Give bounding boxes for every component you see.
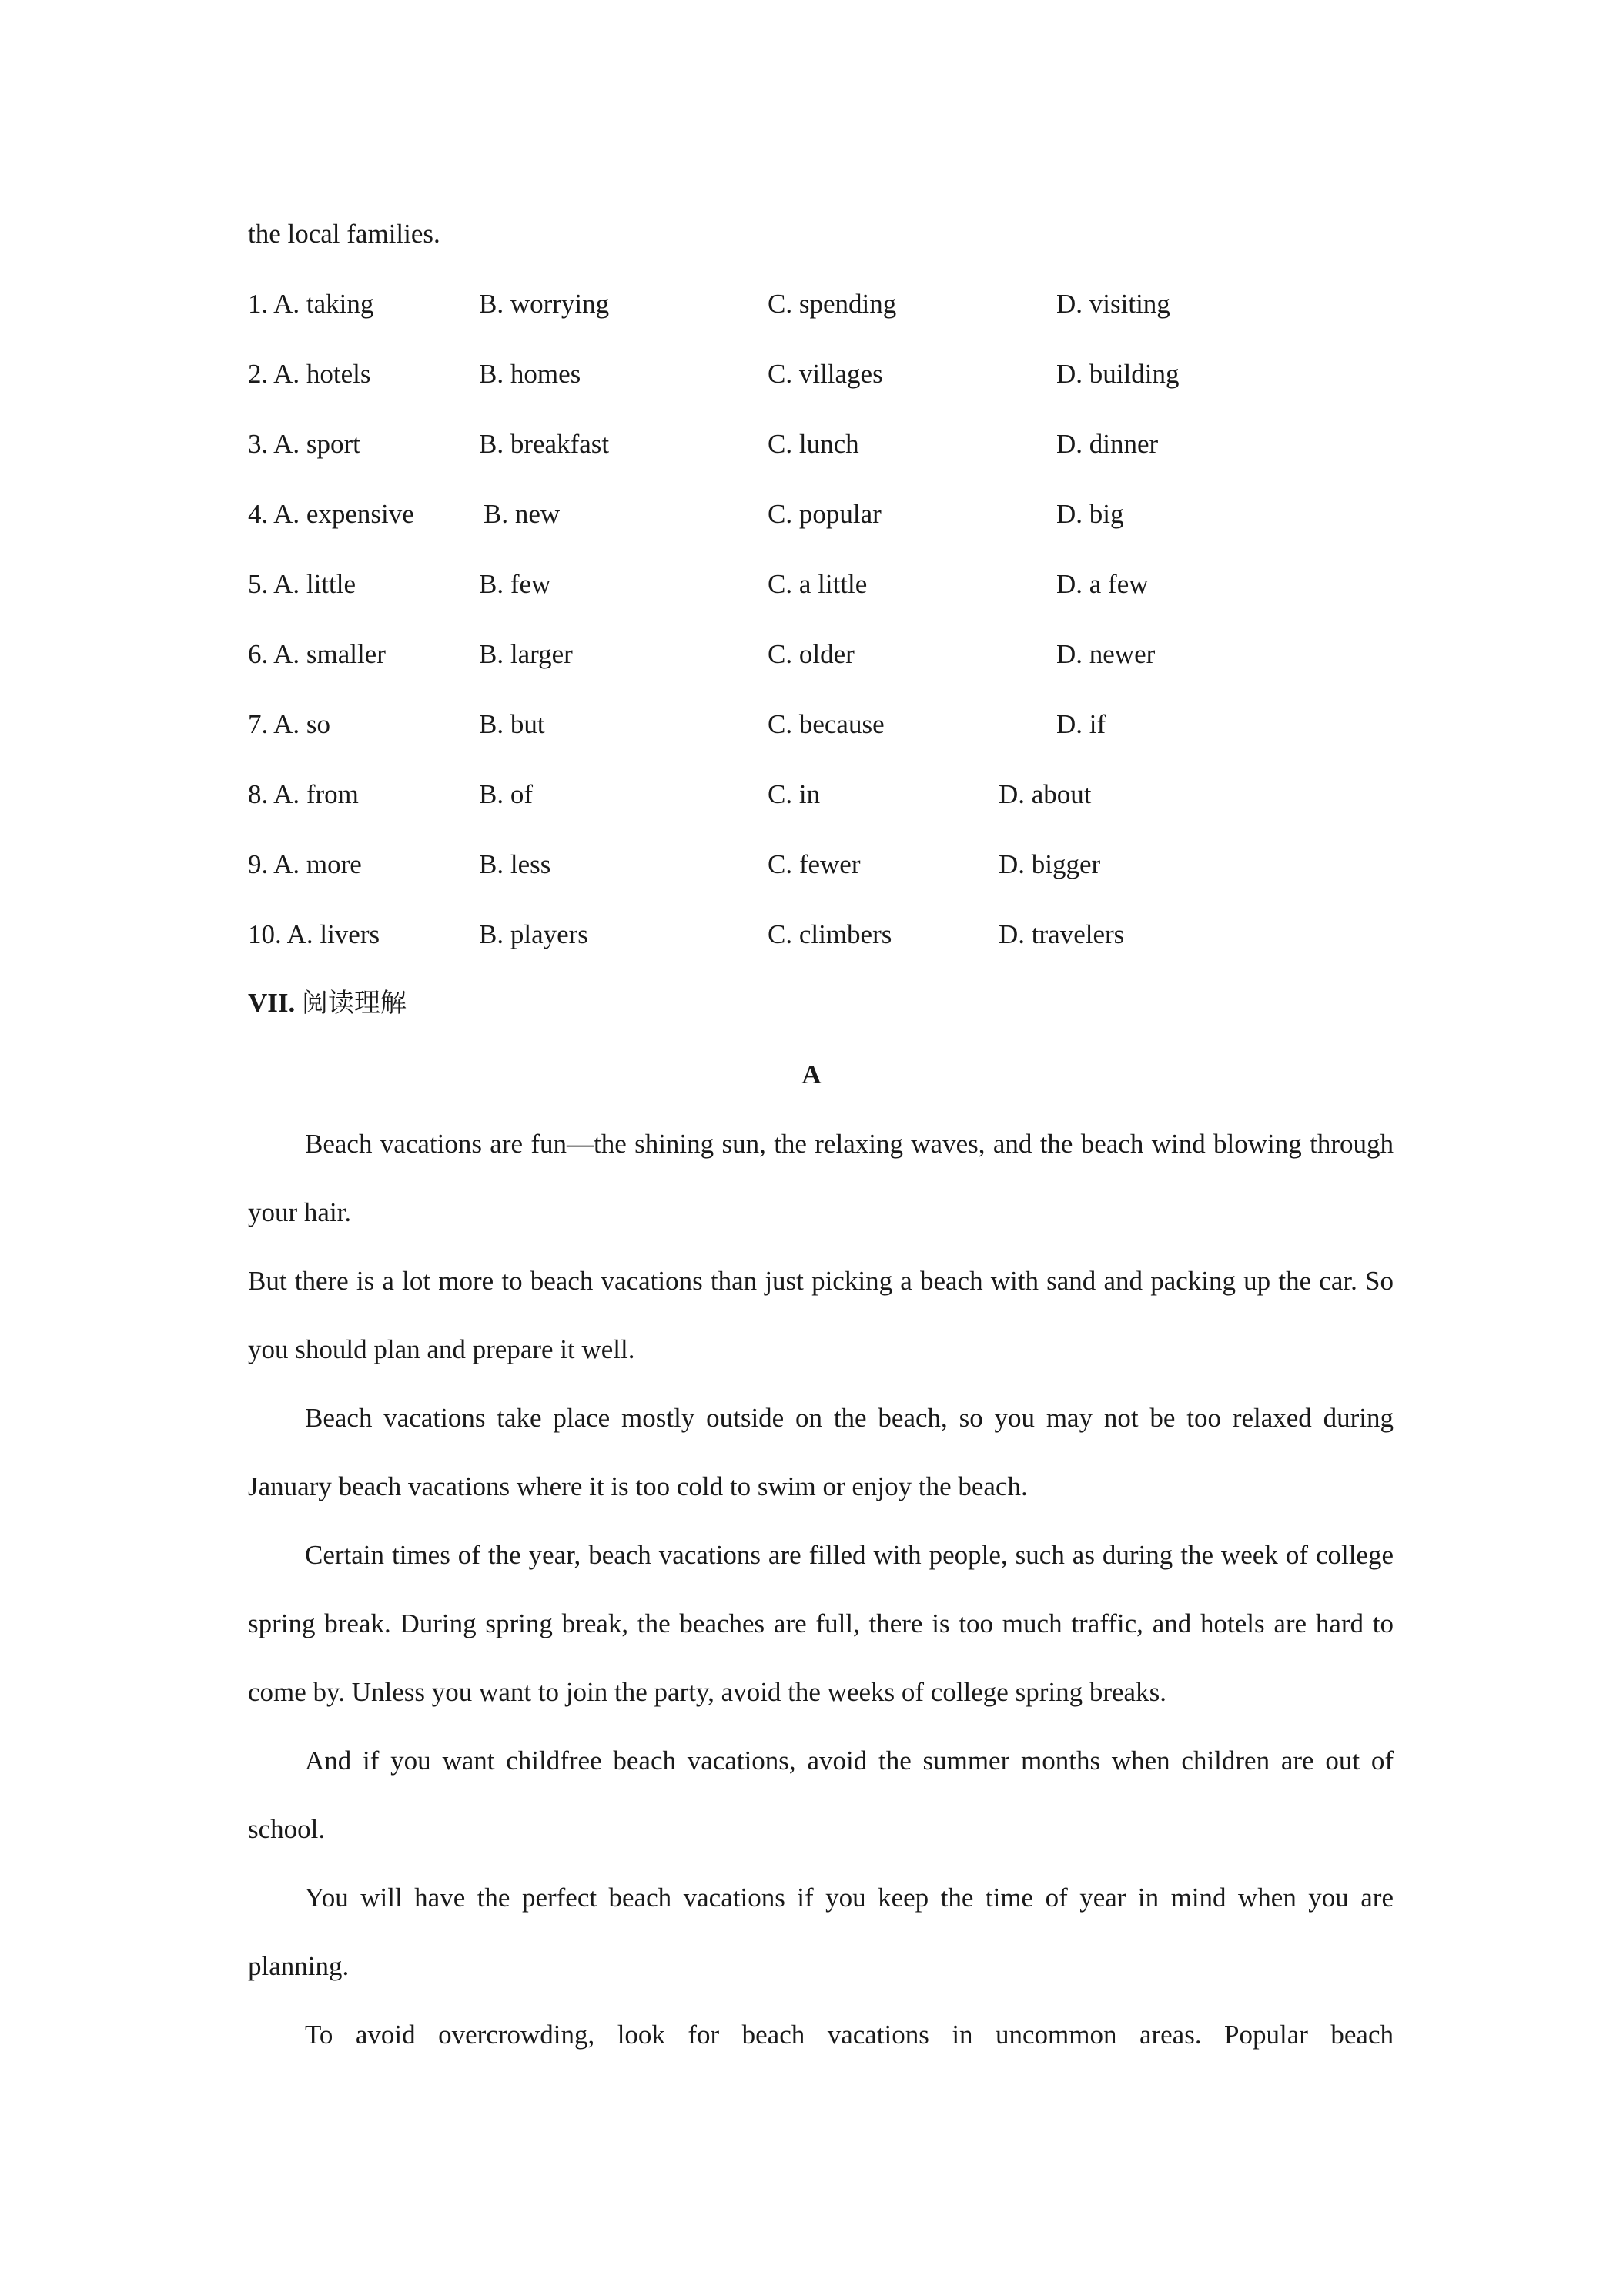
option-d: D. big [1056, 499, 1124, 529]
option-d: D. if [1056, 709, 1106, 739]
option-d: D. building [1056, 359, 1180, 389]
option-c: C. in [768, 779, 821, 809]
section-number: VII. [248, 988, 296, 1018]
option-b: B. homes [479, 359, 581, 389]
option-a: 8. A. from [248, 779, 359, 809]
paragraph: To avoid overcrowding, look for beach vacations in uncommon areas. Popular beach [305, 2020, 1394, 2050]
option-c: C. a little [768, 569, 868, 599]
option-c: C. climbers [768, 919, 892, 949]
intro-line: the local families. [248, 219, 440, 249]
option-a: 2. A. hotels [248, 359, 371, 389]
section-title: 阅读理解 [302, 988, 407, 1019]
option-a: 10. A. livers [248, 919, 380, 949]
option-a: 3. A. sport [248, 429, 360, 459]
option-c: C. spending [768, 289, 897, 319]
passage-label: A [801, 1059, 822, 1089]
option-b: B. new [484, 499, 561, 529]
paragraph: Beach vacations take place mostly outside on the beach, so you may not be too relaxed during January beach vacations where it is too cold to swim or enjoy the beach. [248, 1403, 1394, 1501]
option-b: B. but [479, 709, 545, 739]
option-c: C. villages [768, 359, 883, 389]
option-b: B. players [479, 919, 588, 949]
option-d: D. about [999, 779, 1092, 809]
paragraph: You will have the perfect beach vacations if you keep the time of year in mind when you are planning. [248, 1883, 1394, 1981]
option-b: B. less [479, 849, 551, 879]
option-d: D. newer [1056, 639, 1156, 669]
option-b: B. worrying [479, 289, 610, 319]
option-a: 5. A. little [248, 569, 356, 599]
option-b: B. breakfast [479, 429, 610, 459]
paragraph: Beach vacations are fun—the shining sun, the relaxing waves, and the beach wind blowing through your hair. [248, 1129, 1394, 1227]
option-a: 1. A. taking [248, 289, 374, 319]
paragraph: And if you want childfree beach vacations, avoid the summer months when children are out of school. [248, 1745, 1394, 1844]
option-c: C. fewer [768, 849, 861, 879]
passage-body [248, 1110, 1394, 2069]
option-c: C. older [768, 639, 855, 669]
section-heading [248, 988, 407, 1019]
option-b: B. larger [479, 639, 573, 669]
option-a: 6. A. smaller [248, 639, 386, 669]
option-c: C. because [768, 709, 885, 739]
option-a: 7. A. so [248, 709, 330, 739]
option-d: D. travelers [999, 919, 1125, 949]
option-a: 9. A. more [248, 849, 362, 879]
paragraph: Certain times of the year, beach vacations are filled with people, such as during the week of college spring break. During spring break, the beaches are full, there is too much traffic, and hotels are hard to come by. Unless you want to join the party, avoid the weeks of college spring breaks. [248, 1540, 1394, 1707]
option-c: C. popular [768, 499, 882, 529]
option-d: D. visiting [1056, 289, 1170, 319]
option-c: C. lunch [768, 429, 859, 459]
option-b: B. of [479, 779, 533, 809]
option-d: D. dinner [1056, 429, 1159, 459]
option-b: B. few [479, 569, 551, 599]
option-d: D. a few [1056, 569, 1149, 599]
option-a: 4. A. expensive [248, 499, 414, 529]
paragraph: But there is a lot more to beach vacations than just picking a beach with sand and packing up the car. So you should plan and prepare it well. [248, 1266, 1394, 1364]
option-d: D. bigger [999, 849, 1101, 879]
